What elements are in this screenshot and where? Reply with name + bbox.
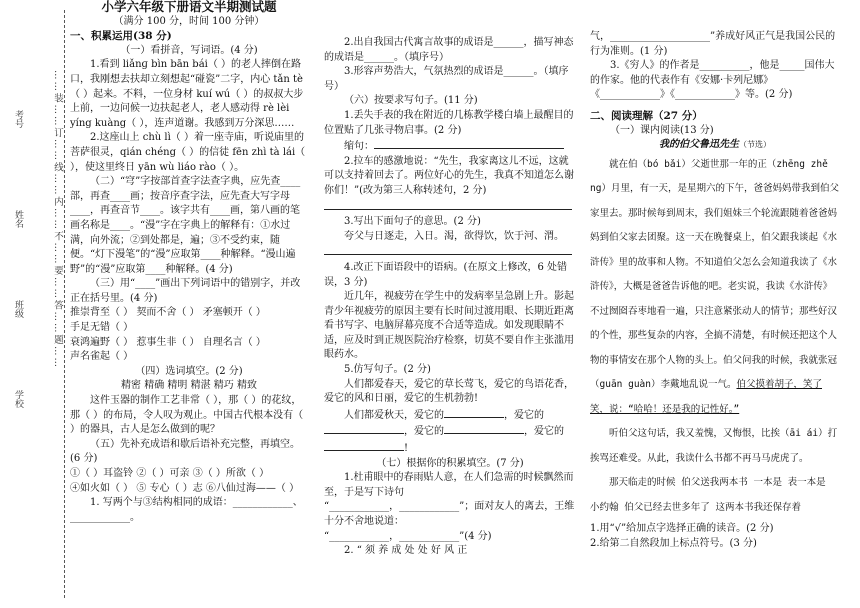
sentence-heading: （六）按要求写句子。(11 分) bbox=[344, 95, 478, 107]
school-label: 学校 bbox=[13, 390, 23, 408]
cut-line bbox=[64, 10, 65, 598]
story-paragraph-1: 就在伯（bó bǎi）父逝世那一年的正（zhēng zhě ng）月里，有一天，是星期六的下午，爸爸妈妈带我到伯父家里去。那时候每到周末，我们姐妹三个轮流跟随着爸爸妈妈到伯父家去团聚。这一天在晚餐桌上，伯父跟我谈起《水浒传》里的故事和人物。不知道伯父怎么会知道我读了《水浒传》，大概是爸爸告诉他的吧。老实说，我读《水浒传》不过囫囵吞枣地看一遍，只注意紧张动人的情节；那些好汉的个性，那些复杂的内容，全搞不清楚，有时候还把这个人物的事情安在那个人物的头上。伯父问我的时候，我就张冠（guān guàn）李戴地乱说一气。伯父摸着胡子，笑了笑，说：“哈哈！还是我的记性好。” bbox=[590, 158, 839, 415]
typo-row: 衰鸿遍野（ ） 惹事生非（ ） 自理名言（ ） bbox=[70, 336, 266, 348]
accumulation-question-1: 1.杜甫眼中的春雨贴人意，在人们急需的时候飘然而至，于是写下诗句 bbox=[324, 472, 574, 498]
pinyin-question-1: 1.看到 liǎnɡ bìn bān bái（ ）的老人摔倒在路口，我刚想去扶却立刻想起“碰瓷”二字，内心 tǎn tè（ ）起来。不料，一位身材 kuí wú（ ）的叔叔大步上前，一边问候一边扶起老人，老人感动得 rè lèi yíng kuàng（ ），连声道谢。我感到万分深思…… bbox=[70, 59, 304, 129]
sentence-question-4: 4.改正下面语段中的语病。(在原文上修改，6 处错误，3 分) bbox=[324, 261, 567, 288]
answer-line bbox=[324, 199, 576, 216]
sentence-question-2: 2.拉车的感激地说：“先生，我家离这儿不远，这就可以支持着回去了。两位好心的先生，我真不知道怎么谢你们！”(改为第三人称转述句，2 分) bbox=[324, 155, 574, 196]
story-paragraph-3: 那天临走的时候 伯父送我两本书 一本是 表一本是 小约翰 伯父已经去世多年了 这两本书我还保存着 bbox=[590, 477, 826, 513]
accumulation-heading: （七）根据你的积累填空。(7 分) bbox=[376, 457, 524, 469]
section-1-heading: 一、积累运用(38 分) bbox=[70, 30, 172, 43]
idiom-row: ①（ ）耳盗铃 ②（ ）可亲 ③（ ）所欲（ ） bbox=[70, 468, 270, 479]
shorten-label: 缩句： bbox=[324, 138, 576, 155]
dictionary-question: （二）“穹”字按部首查字法查字典，应先查____部，再查____画；按音序查字法，应先查大写字母____，再查音节____。该字共有____画，第八画的笔画名称是____。“漫”字在字典上的解释有：①水过满，向外流；②到处都是，遍；③不受约束，随便。“灯下漫笔”的“漫”应取第____种解释。“漫山遍野”的“漫”应取第____种解释。(4 分) bbox=[70, 176, 301, 275]
exam-number-label: 考号 bbox=[13, 110, 23, 128]
seal-line-notice: ……装……订……线……内……不……要……答……题…… bbox=[52, 70, 63, 369]
typo-row: 声名雀起（ ） bbox=[70, 351, 134, 363]
sentence-question-5: 5.仿写句子。(2 分) bbox=[344, 364, 431, 376]
sentence-question-1: 1.丢失手表的我在附近的几栋教学楼白墙上最醒目的位置贴了几张寻物启事。(2 分) bbox=[324, 109, 574, 136]
page-title: 小学六年级下册语文半期测试题 bbox=[101, 0, 277, 14]
poem-blank-1: “____________，____________”；面对友人的离去，王维十分不舍地说道： bbox=[324, 501, 575, 527]
idiom-question-2: 2.出自我国古代寓言故事的成语是______，描写神态的成语是______。（填序号） bbox=[324, 37, 574, 63]
imitation-answer: 人们都爱秋天，爱它的 ，爱它的，爱它的 ，爱它的! bbox=[324, 407, 576, 457]
idiom-question-1: 1. 写两个与③结构相同的成语：____________、____________。 bbox=[70, 497, 303, 523]
story-passage bbox=[590, 153, 840, 521]
page-subtitle: （满分 100 分，时间 100 分钟） bbox=[113, 15, 265, 27]
reading-question-2: 2.给第二自然段加上标点符号。(3 分) bbox=[590, 537, 757, 549]
poem-blank-2: “____________，____________”(4 分) bbox=[324, 530, 492, 542]
pinyin-question-2: 2.这座山上 chù lì（ ）着一座寺庙，听说庙里的菩萨很灵，qián chéng（ ）的信徒 fēn zhì tà lái（ ），使这里终日 yān wù liáo rào（ ）。 bbox=[70, 132, 306, 173]
answer-line bbox=[324, 244, 576, 261]
typo-row: 手足无错（ ） bbox=[70, 322, 134, 334]
underlined-sentence: 伯父摸着胡子，笑了笑，说：“哈哈！还是我的记性好。” bbox=[590, 379, 822, 415]
faulty-passage: 近几年，视疲劳在学生中的发病率呈急剧上升。影起青少年视疲劳的原因主要有长时间过渡用眼、长期近距离看书写字、电脑屏幕亮度不合适等造成。如发现眼睛不适，应及时到正规医院治疗检察，切莫不要自作主张滥用眼药水。 bbox=[324, 291, 574, 361]
word-choice-passage: 这件玉器的制作工艺非常（ ），那（ ）的花纹，那（ ）的布局，令人叹为观止。中国古代根本没有（ ）的器具，古人是怎么做到的呢？ bbox=[70, 395, 304, 436]
classical-sentence: 夸父与日逐走，入日。渴，欲得饮，饮于河、渭。 bbox=[344, 230, 564, 242]
idiom-heading: （五）先补充成语和歇后语补充完整，再填空。(6 分) bbox=[70, 438, 300, 465]
typo-row: 推崇背至（ ） 契而不舍（ ） 矛塞顿开（ ） bbox=[70, 307, 266, 319]
accumulation-question-3: 3.《穷人》的作者是__________，他是_____国伟大的作家。他的代表作有《安娜·卡列尼娜》《____________》《____________》等。(2 分) bbox=[590, 60, 835, 101]
accumulation-question-2: 2. “ 须 养 成 处 处 好 风 正 bbox=[344, 545, 468, 557]
idiom-question-3: 3.形容声势浩大，气氛热烈的成语是______。（填序号） bbox=[324, 66, 569, 92]
word-choice-heading: （四）选词填空。(2 分) bbox=[135, 365, 243, 377]
section-2-heading: 二、阅读理解（27 分） bbox=[590, 109, 703, 122]
typo-heading: （三）用“____”画出下列词语中的错别字，并改正在括号里。(4 分) bbox=[70, 278, 301, 304]
right-column bbox=[590, 0, 840, 551]
left-column bbox=[70, 0, 308, 525]
sentence-question-3: 3.写出下面句子的意思。(2 分) bbox=[344, 216, 481, 228]
accumulation-question-2-cont: 气，____________________”养成好风正气是我国公民的行为准则。(1 分) bbox=[590, 31, 836, 57]
in-class-reading-heading: （一）课内阅读(13 分) bbox=[610, 124, 714, 136]
class-label: 班级 bbox=[13, 300, 23, 318]
binding-margin bbox=[0, 0, 78, 608]
imitation-model: 人们都爱春天，爱它的草长莺飞，爱它的鸟语花香，爱它的风和日丽，爱它的生机勃勃! bbox=[324, 378, 574, 405]
reading-question-1: 1.用“√”给加点字选择正确的读音。(2 分) bbox=[590, 523, 774, 535]
middle-column bbox=[324, 0, 576, 559]
name-label: 姓名 bbox=[13, 210, 23, 228]
word-choice-options: 精密 精确 精明 精湛 精巧 精致 bbox=[121, 380, 257, 392]
idiom-row: ④如火如（ ） ⑤ 专心（ ）志 ⑥八仙过海——（ ） bbox=[70, 482, 300, 494]
story-title: 我的伯父鲁迅先生（节选） bbox=[659, 139, 771, 151]
pinyin-heading: （一）看拼音，写词语。(4 分) bbox=[120, 44, 258, 56]
story-paragraph-2: 听伯父这句话，我又羞愧，又悔恨，比挨（āi ái）打挨骂还难受。从此，我读什么书都不再马马虎虎了。 bbox=[590, 428, 838, 464]
